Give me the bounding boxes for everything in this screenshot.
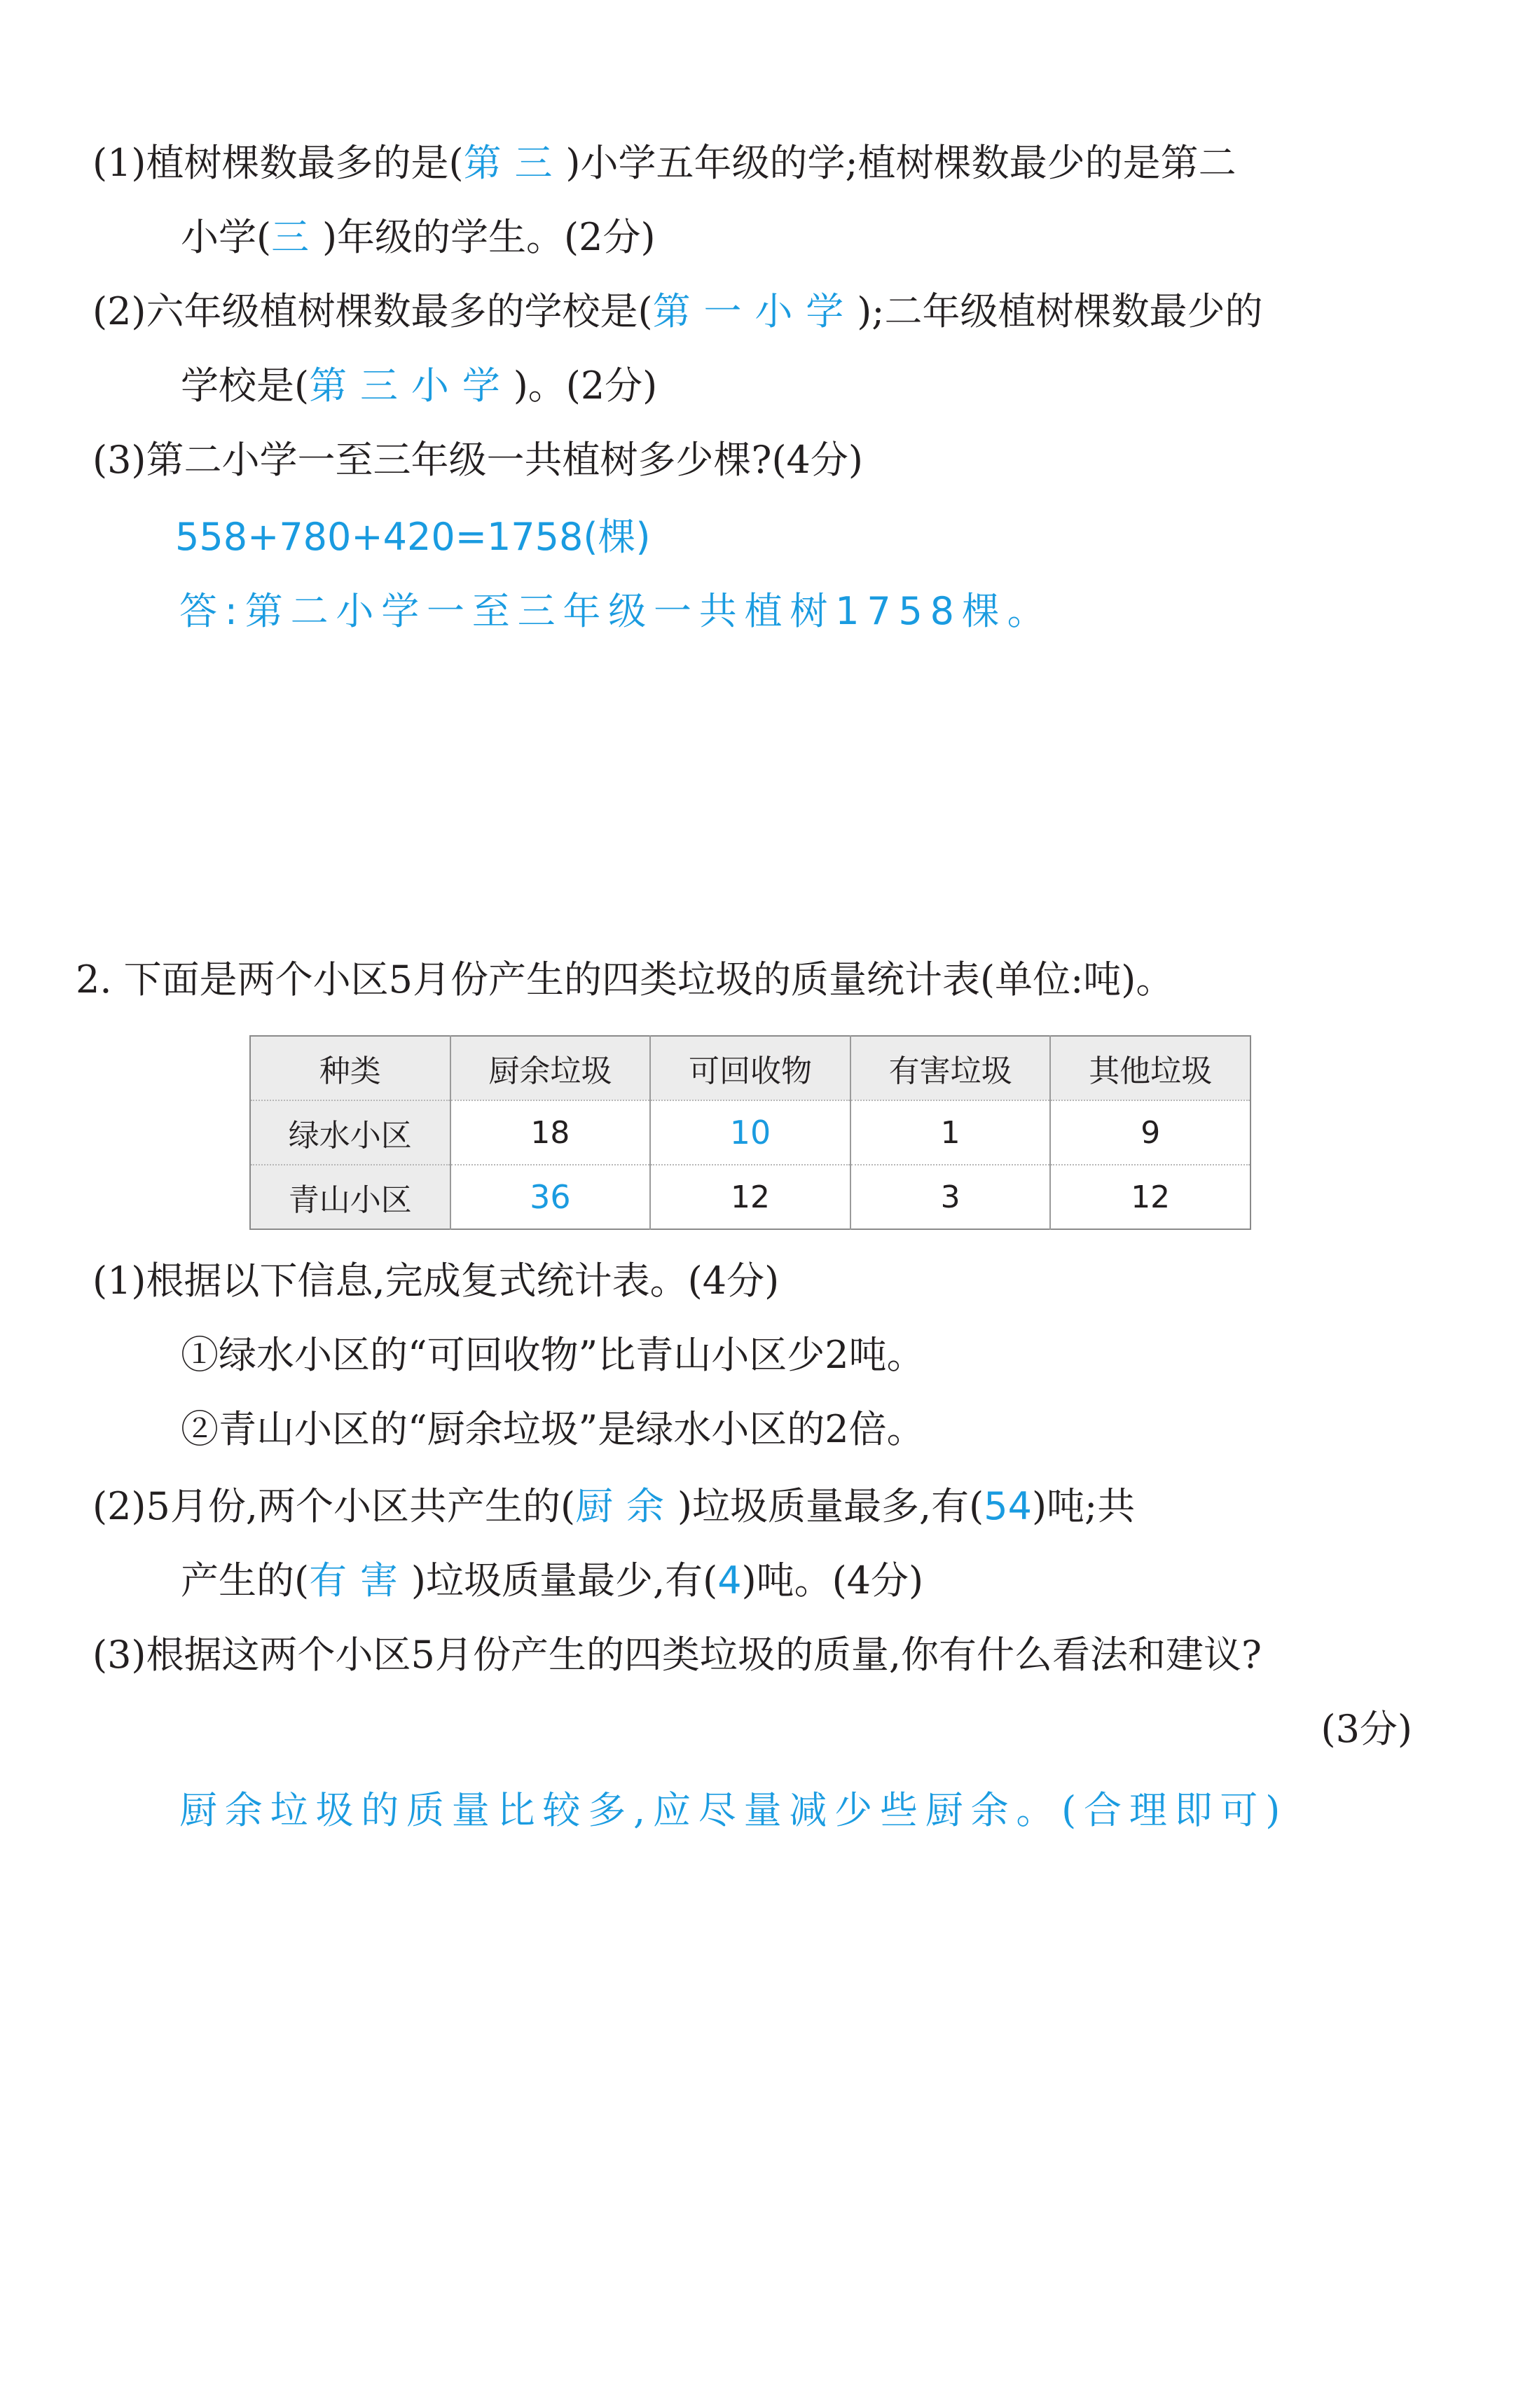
q1-p1-text-d: )年级的学生。(2分): [322, 215, 656, 259]
q1-p3-answer: 答:第二小学一至三年级一共植树1758棵。: [179, 589, 1053, 633]
table-header-cell: 其他垃圾: [1050, 1036, 1250, 1100]
garbage-table: [249, 1035, 1251, 1230]
table-header-cell: 厨余垃圾: [450, 1036, 651, 1100]
table-header-cell: 有害垃圾: [850, 1036, 1051, 1100]
table-row-label: 绿水小区: [250, 1100, 450, 1165]
q2-p2-answer-2: 54: [984, 1484, 1032, 1528]
q1-p3-line1: [92, 438, 863, 482]
q2-p2-text-f: )吨。(4分): [741, 1558, 924, 1603]
table-header-cell: 种类: [250, 1036, 450, 1100]
q1-p1-line2: [181, 215, 656, 259]
q1-p2-text-a: 六年级植树棵数最多的学校是(: [146, 289, 653, 333]
q1-p2-text-c: 学校是(: [181, 364, 310, 408]
q2-p3-line1: [92, 1633, 1262, 1677]
q2-p2-text-a: 5月份,两个小区共产生的(: [146, 1484, 576, 1528]
q2-p2-number: (2): [92, 1484, 146, 1528]
table-cell-answer: 10: [650, 1100, 850, 1165]
q2-p1-info-2: ②青山小区的“厨余垃圾”是绿水小区的2倍。: [181, 1407, 925, 1451]
table-header-cell: 可回收物: [650, 1036, 850, 1100]
q2-p1-info-1: ①绿水小区的“可回收物”比青山小区少2吨。: [181, 1333, 925, 1377]
q2-p2-line2: [181, 1558, 924, 1603]
q2-p1-text: 根据以下信息,完成复式统计表。(4分): [146, 1259, 780, 1303]
q2-p2-text-b: )垃圾质量最多,有(: [677, 1484, 984, 1528]
table-cell: 12: [1050, 1165, 1250, 1229]
q1-p2-line2: [181, 364, 658, 408]
q1-p2-text-d: )。(2分): [513, 364, 658, 408]
q2-title: 2. 下面是两个小区5月份产生的四类垃圾的质量统计表(单位:吨)。: [76, 957, 1174, 1002]
q1-p2-answer-1: 第一小学: [652, 289, 857, 333]
q1-p3-number: (3): [92, 438, 146, 482]
q2-p3-text: 根据这两个小区5月份产生的四类垃圾的质量,你有什么看法和建议?: [146, 1633, 1262, 1677]
q1-p1-answer-1: 第三: [463, 141, 566, 185]
table-header-row: [250, 1036, 1250, 1100]
table-cell: 18: [450, 1100, 651, 1165]
table-cell: 12: [650, 1165, 850, 1229]
q1-p2-answer-2: 第三小学: [309, 364, 514, 408]
q2-p3-number: (3): [92, 1633, 146, 1677]
q2-p1-line1: [92, 1259, 780, 1303]
q1-p3-text: 第二小学一至三年级一共植树多少棵?(4分): [146, 438, 863, 482]
q1-p2-text-b: );二年级植树棵数最少的: [857, 289, 1263, 333]
q2-p3-score: (3分): [1321, 1707, 1412, 1751]
q1-p1-answer-2: 三: [271, 215, 322, 259]
q1-p2-number: (2): [92, 289, 146, 333]
q2-p2-answer-3: 有害: [309, 1558, 411, 1603]
table-row-label: 青山小区: [250, 1165, 450, 1229]
table-cell-answer: 36: [450, 1165, 651, 1229]
q1-p1-text-b: )小学五年级的学;植树棵数最少的是第二: [565, 141, 1236, 185]
q1-p1-text-c: 小学(: [181, 215, 272, 259]
table-row: [250, 1100, 1250, 1165]
table-cell: 9: [1050, 1100, 1250, 1165]
q2-p1-number: (1): [92, 1259, 146, 1303]
q1-p2-line1: [92, 289, 1263, 333]
q2-p2-text-e: )垃圾质量最少,有(: [411, 1558, 718, 1603]
table-cell: 3: [850, 1165, 1051, 1229]
q2-p2-line1: [92, 1484, 1136, 1528]
q2-p3-answer: 厨余垃圾的质量比较多,应尽量减少些厨余。(合理即可): [179, 1788, 1288, 1832]
q1-p3-calculation: 558+780+420=1758(棵): [175, 515, 651, 559]
q2-p2-text-d: 产生的(: [181, 1558, 310, 1603]
table-cell: 1: [850, 1100, 1051, 1165]
q1-p1-line1: [92, 141, 1236, 185]
q1-p1-text-a: 植树棵数最多的是(: [146, 141, 464, 185]
q2-p2-text-c: )吨;共: [1031, 1484, 1136, 1528]
table-row: [250, 1165, 1250, 1229]
q2-p2-answer-1: 厨余: [575, 1484, 677, 1528]
q1-p1-number: (1): [92, 141, 146, 185]
q2-p2-answer-4: 4: [717, 1558, 742, 1603]
